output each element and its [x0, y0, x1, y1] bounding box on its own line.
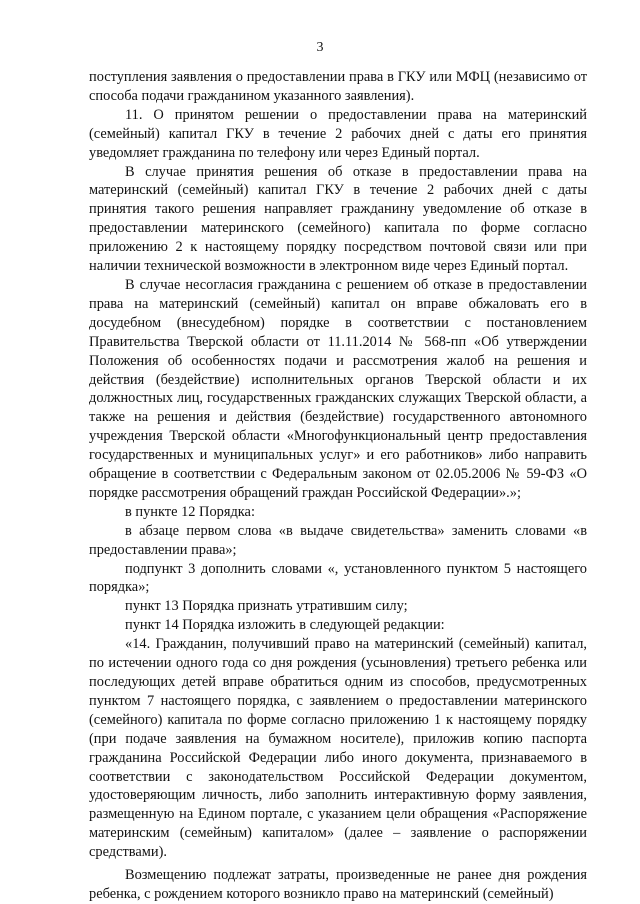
paragraph-2: 11. О принятом решении о предоставлении права на материнский (семейный) капитал ГКУ в течение 2 рабочих дней с даты его принятия уведомляет гражданина по телефону или через Единый портал. [89, 106, 587, 161]
paragraph-8: пункт 13 Порядка признать утратившим силу; [125, 598, 408, 615]
paragraph-10: «14. Гражданин, получивший право на материнский (семейный) капитал, по истечении одного года со дня рождения (усыновления) третьего ребенка или последующих детей вправе обратиться одним из способов, предусмотренных пунктом 7 настоящего порядка, с заявлением о предоставлении материнского (семейного) капитала по форме согласно приложению 1 к настоящему порядку (при подаче заявления на бумажном носителе), приложив копию паспорта гражданина Российской Федерации либо иного документа, признаваемого в соответствии с законодательством Российской Федерации документом, удостоверяющим личность, либо заполнить интерактивную форму заявления, размещенную на Едином портале, с указанием цели обращения «Распоряжение материнским (семейным) капиталом» (далее – заявление о распоряжении средствами). [89, 636, 587, 861]
paragraph-11: Возмещению подлежат затраты, произведенные не ранее дня рождения ребенка, с рождением которого возникло право на материнский (семейный) [89, 867, 587, 902]
paragraph-3: В случае принятия решения об отказе в предоставлении права на материнский (семейный) капитал ГКУ в течение 2 рабочих дней с даты принятия такого решения направляет гражданину уведомление об отказе в предоставлении материнского (семейного) капитала по форме согласно приложению 2 к настоящему порядку посредством почтовой связи или при наличии технической возможности в электронном виде через Единый портал. [89, 163, 587, 275]
paragraph-1: поступления заявления о предоставлении права в ГКУ или МФЦ (независимо от способа подачи гражданином указанного заявления). [89, 69, 587, 104]
paragraph-4: В случае несогласия гражданина с решением об отказе в предоставлении права на материнский (семейный) капитал он вправе обжаловать его в досудебном (внесудебном) порядке в соответствии с постановлением Правительства Тверской области от 11.11.2014 № 568-пп «Об утверждении Положения об особенностях подачи и рассмотрения жалоб на решения и действия (бездействие) исполнительных органов Тверской области и их должностных лиц, государственных гражданских служащих Тверской области, а также на решения и действия (бездействие) государственного автономного учреждения Тверской области «Многофункциональный центр предоставления государственных и муниципальных услуг» и его работников» либо направить обращение в соответствии с Федеральным законом от 02.05.2006 № 59-ФЗ «О порядке рассмотрения обращений граждан Российской Федерации».»; [89, 276, 587, 501]
paragraph-9: пункт 14 Порядка изложить в следующей редакции: [125, 617, 445, 634]
paragraph-7: подпункт 3 дополнить словами «, установленного пунктом 5 настоящего порядка»; [89, 560, 587, 596]
document-body [89, 68, 587, 904]
page-number: 3 [316, 40, 324, 55]
paragraph-6: в абзаце первом слова «в выдаче свидетельства» заменить словами «в предоставлении права»; [89, 522, 587, 558]
paragraph-5: в пункте 12 Порядка: [125, 503, 255, 520]
